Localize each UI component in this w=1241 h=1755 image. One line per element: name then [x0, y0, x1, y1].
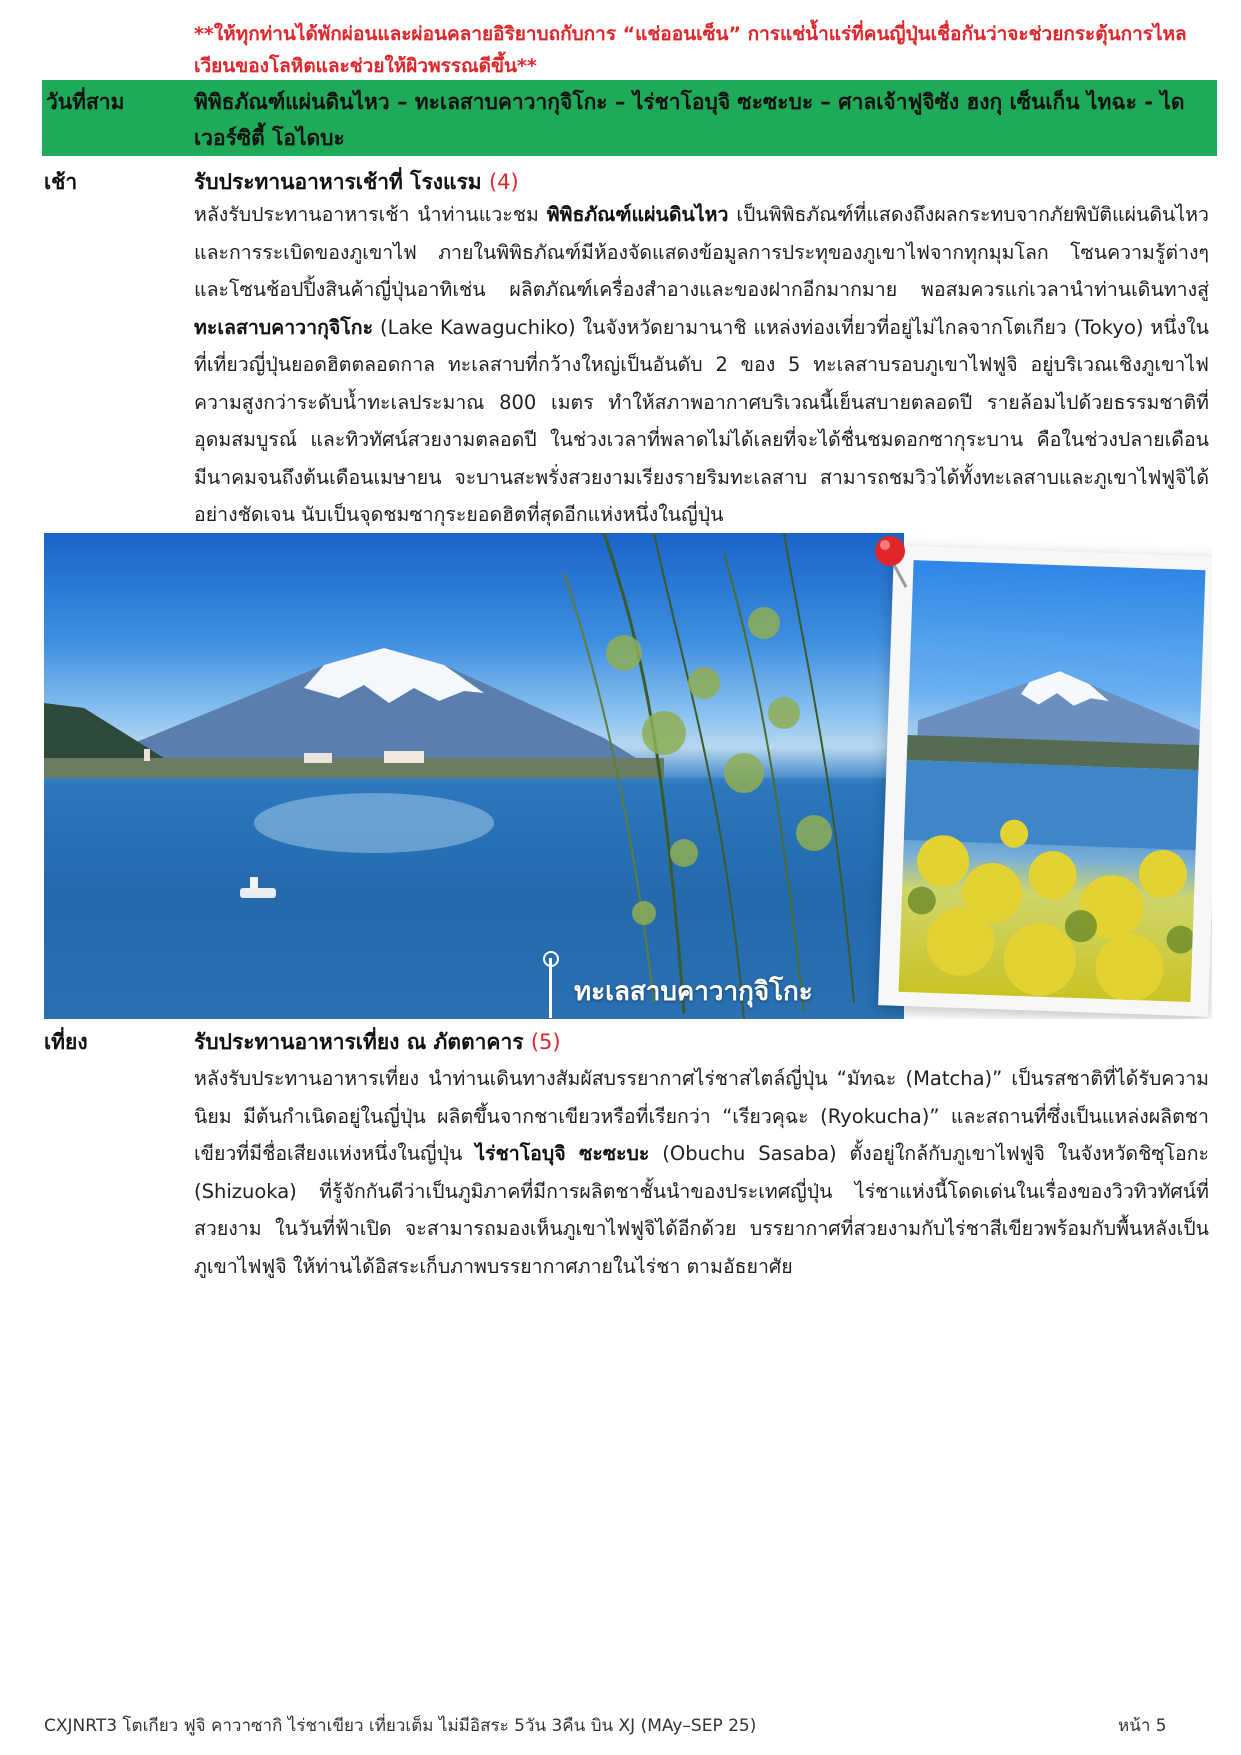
- period-morning: เช้า: [44, 170, 78, 194]
- day-label: วันที่สาม: [46, 90, 125, 114]
- footer-tour-code: CXJNRT3 โตเกียว ฟูจิ คาวาซากิ ไร่ชาเขียว เที่ยวเต็ม ไม่มีอิสระ 5วัน 3คืน บิน XJ (MAy–SEP 25): [44, 1716, 757, 1736]
- mount-fuji-scene-icon: [44, 533, 904, 1019]
- morning-description: [194, 196, 1209, 534]
- morning-text-2: เป็นพิพิธภัณฑ์ที่แสดงถึงผลกระทบจากภัยพิบัติแผ่นดินไหวและการระเบิดของภูเขาไฟ ภายในพิพิธภัณฑ์มีห้องจัดแสดงข้อมูลการประทุของภูเขาไฟจากทุกมุมโลก โซนความรู้ต่างๆและโซนช้อปปิ้งสินค้าญี่ปุ่นอาทิเช่น ผลิตภัณฑ์เครื่องสำอางและของฝากอีกมากมาย พอสมควรแก่เวลานำท่านเดินทางสู่: [194, 203, 1209, 301]
- photo-caption: ทะเลสาบคาวากุจิโกะ: [574, 977, 813, 1007]
- morning-text-1: หลังรับประทานอาหารเช้า นำท่านแวะชม: [194, 203, 547, 226]
- meal-lunch-text: รับประทานอาหารเที่ยง ณ ภัตตาคาร: [194, 1030, 524, 1054]
- morning-text-3: (Lake Kawaguchiko) ในจังหวัดยามานาชิ แหล่งท่องเที่ยวที่อยู่ไม่ไกลจากโตเกียว (Tokyo) หนึ่งในที่เที่ยวญี่ปุ่นยอดฮิตตลอดกาล ทะเลสาบที่กว้างใหญ่เป็นอันดับ 2 ของ 5 ทะเลสาบรอบภูเขาไฟฟูจิ อยู่บริเวณเชิงภูเขาไฟ ความสูงกว่าระดับน้ำทะเลประมาณ 800 เมตร ทำให้สภาพอากาศบริเวณนี้เย็นสบายตลอดปี รายล้อมไปด้วยธรรมชาติที่อุดมสมบูรณ์ และทิวทัศน์สวยงามตลอดปี ในช่วงเวลาที่พลาดไม่ได้เลยที่จะได้ชื่นชมดอกซากุระบาน คือในช่วงปลายเดือนมีนาคมจนถึงต้นเดือนเมษายน จะบานสะพรั่งสวยงามเรียงรายริมทะเลสาบ สามารถชมวิวได้ทั้งทะเลสาบและภูเขาไฟฟูจิได้อย่างชัดเจน นับเป็นจุดชมซากุระยอดฮิตที่สุดอีกแห่งหนึ่งในญี่ปุ่น: [194, 315, 1209, 526]
- day-header-bar: [42, 80, 1217, 156]
- day-title: พิพิธภัณฑ์แผ่นดินไหว – ทะเลสาบคาวากุจิโกะ – ไร่ชาโอบุจิ ซะซะบะ – ศาลเจ้าฟูจิซัง ฮงกุ เซ็นเก็น ไทฉะ - ไดเวอร์ซิตี้ โอไดบะ: [194, 90, 1185, 150]
- obuchi-sasaba-name: ไร่ชาโอบุจิ ซะซะบะ: [475, 1142, 650, 1165]
- push-pin-icon: [872, 533, 916, 589]
- lake-photo-collage: [44, 533, 1212, 1019]
- meal-breakfast-text: รับประทานอาหารเช้าที่ โรงแรม: [194, 170, 482, 194]
- fuji-flowers-photo: [899, 560, 1206, 1002]
- meal-breakfast: [194, 166, 519, 199]
- noon-text-1: หลังรับประทานอาหารเที่ยง นำท่านเดินทางสัมผัสบรรยากาศไร่ชาสไตล์ญี่ปุ่น “มัทฉะ (Matcha)” เป็นรสชาติที่ได้รับความนิยม มีต้นกำเนิดอยู่ในญี่ปุ่น ผลิตขึ้นจากชาเขียวหรือที่เรียกว่า “เรียวคุฉะ (Ryokucha)” และสถานที่ซึ่งเป็นแหล่งผลิตชาเขียวที่มีชื่อเสียงแห่งหนึ่งในญี่ปุ่น: [194, 1067, 1209, 1165]
- lake-kawaguchiko-photo: [44, 533, 904, 1019]
- kawaguchiko-name: ทะเลสาบคาวากุจิโกะ: [194, 315, 374, 339]
- caption-pointer-line: [549, 958, 552, 1018]
- footer-page-number: หน้า 5: [1118, 1716, 1167, 1736]
- meal-lunch-number: (5): [530, 1030, 561, 1054]
- fuji-polaroid-photo: [878, 545, 1212, 1016]
- onsen-note: **ให้ทุกท่านได้พักผ่อนและผ่อนคลายอิริยาบถกับการ “แช่ออนเซ็น” การแช่น้ำแร่ที่คนญี่ปุ่นเชื่อกันว่าจะช่วยกระตุ้นการไหลเวียนของโลหิตและช่วยให้ผิวพรรณดีขึ้น**: [194, 23, 1187, 77]
- earthquake-museum-name: พิพิธภัณฑ์แผ่นดินไหว: [546, 203, 729, 226]
- fuji-rapeseed-scene-icon: [899, 560, 1206, 1002]
- period-noon: เที่ยง: [44, 1030, 88, 1054]
- meal-breakfast-number: (4): [488, 170, 519, 194]
- meal-lunch: [194, 1026, 561, 1059]
- noon-text-2: (Obuchu Sasaba) ตั้งอยู่ใกล้กับภูเขาไฟฟูจิ ในจังหวัดชิซุโอกะ (Shizuoka) ที่รู้จักกันดีว่าเป็นภูมิภาคที่มีการผลิตชาชั้นนำของประเทศญี่ปุ่น ไร่ชาแห่งนี้โดดเด่นในเรื่องของวิวทิวทัศน์ที่สวยงาม ในวันที่ฟ้าเปิด จะสามารถมองเห็นภูเขาไฟฟูจิได้อีกด้วย บรรยากาศที่สวยงามกับไร่ชาสีเขียวพร้อมกับพื้นหลังเป็นภูเขาไฟฟูจิ ให้ท่านได้อิสระเก็บภาพบรรยากาศภายในไร่ชา ตามอัธยาศัย: [194, 1142, 1210, 1278]
- noon-description: [194, 1060, 1209, 1285]
